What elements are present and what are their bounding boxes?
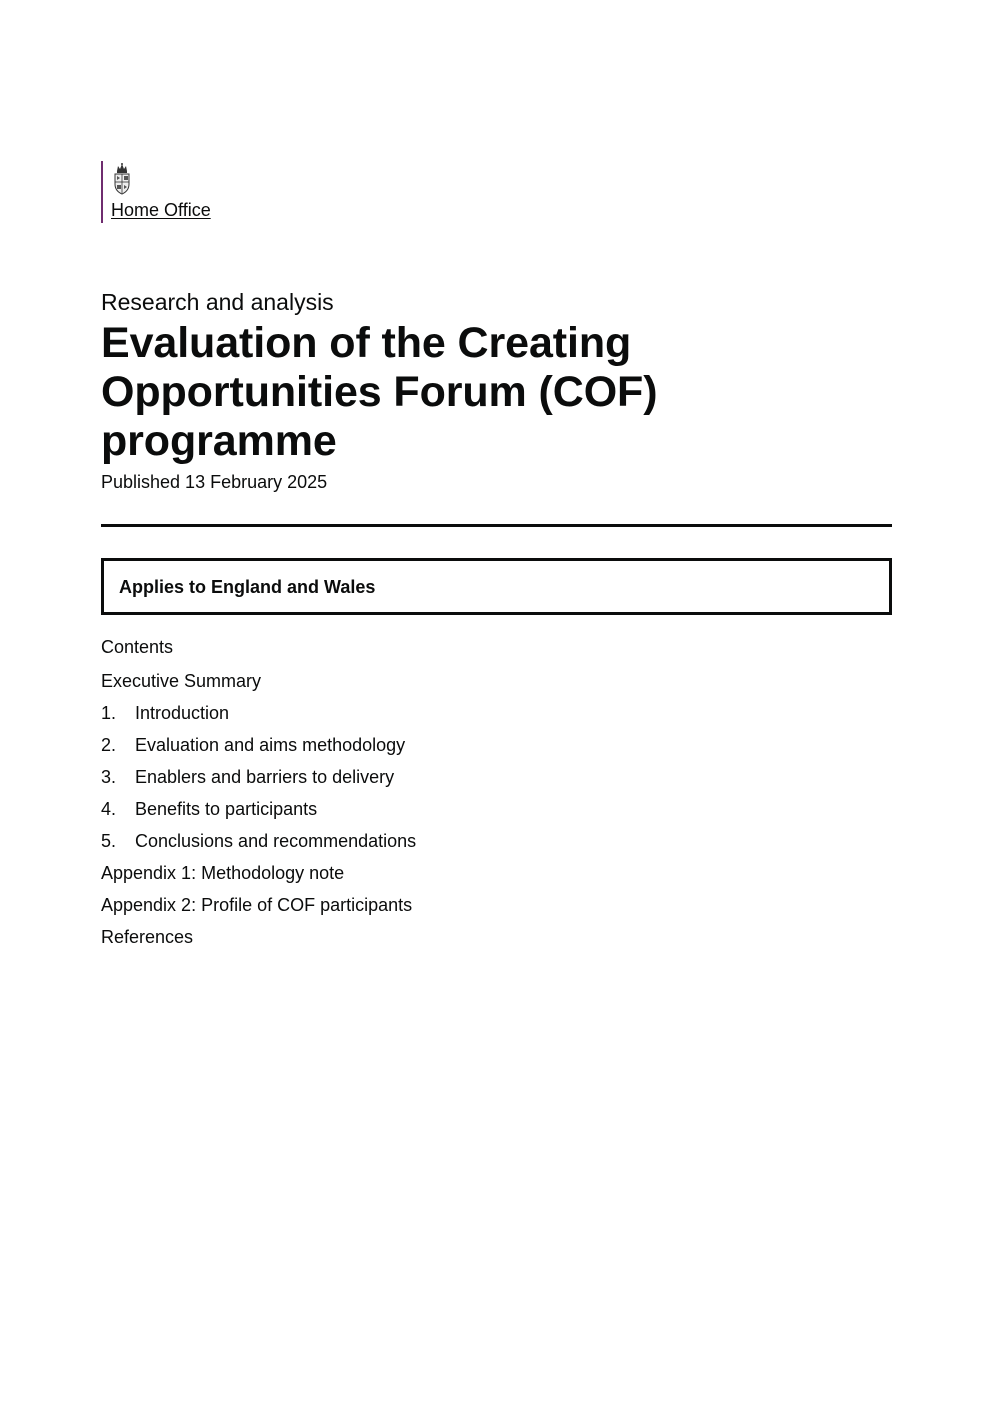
contents-item-appendix-1[interactable] — [101, 862, 801, 894]
contents-item-appendix-2[interactable] — [101, 894, 801, 926]
contents-item-label: Appendix 1: Methodology note — [101, 863, 345, 883]
contents-heading: Contents — [101, 637, 174, 657]
contents-item-evaluation-methodology[interactable] — [101, 734, 801, 766]
contents-item-number: 3. — [101, 767, 117, 787]
page-title: Evaluation of the Creating Opportunities Forum (COF) programme — [101, 319, 658, 465]
contents-item-label: References — [101, 927, 194, 947]
contents-item-enablers-barriers[interactable] — [101, 766, 801, 798]
contents-item-number: 1. — [101, 703, 117, 723]
applies-to-text: Applies to England and Wales — [119, 577, 376, 597]
contents-item-benefits[interactable] — [101, 798, 801, 830]
contents-item-label: Enablers and barriers to delivery — [135, 767, 395, 787]
contents-item-introduction[interactable] — [101, 702, 801, 734]
contents-item-label: Benefits to participants — [135, 799, 318, 819]
contents-item-conclusions[interactable] — [101, 830, 801, 862]
document-type: Research and analysis — [101, 289, 334, 315]
contents-list — [101, 636, 801, 958]
contents-item-label: Executive Summary — [101, 671, 262, 691]
contents-item-executive-summary[interactable] — [101, 670, 801, 702]
contents-item-number: 5. — [101, 831, 117, 851]
organisation-link[interactable]: Home Office — [111, 200, 211, 220]
applies-to-box — [101, 558, 892, 615]
contents-item-references[interactable] — [101, 926, 801, 958]
contents-item-label: Appendix 2: Profile of COF participants — [101, 895, 413, 915]
section-divider — [101, 524, 892, 527]
published-date: Published 13 February 2025 — [101, 472, 328, 492]
contents-item-number: 2. — [101, 735, 117, 755]
contents-item-label: Evaluation and aims methodology — [135, 735, 406, 755]
organisation-logo — [101, 161, 211, 223]
contents-item-label: Conclusions and recommendations — [135, 831, 417, 851]
contents-item-number: 4. — [101, 799, 117, 819]
contents-item-label: Introduction — [135, 703, 230, 723]
royal-crest-icon — [111, 162, 133, 196]
